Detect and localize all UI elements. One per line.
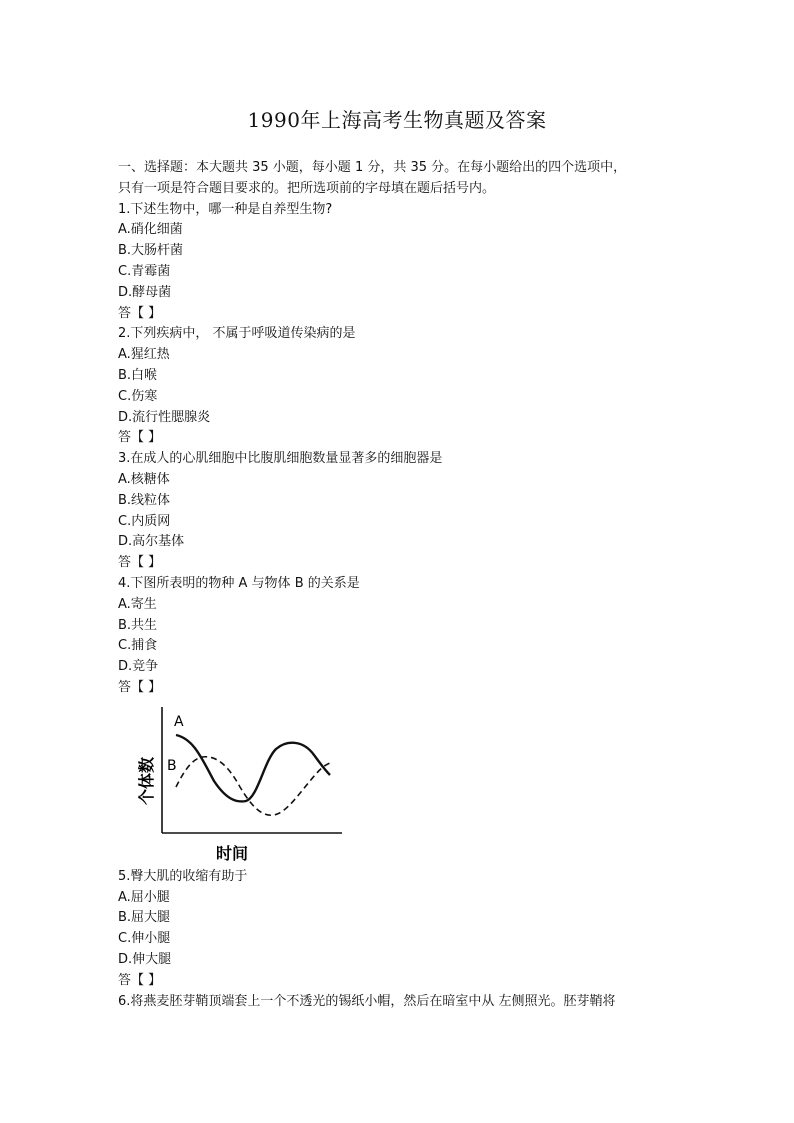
curve-b [176,756,330,815]
option: D.高尔基体 [118,534,185,550]
option: A.寄生 [118,596,157,612]
option: B.大肠杆菌 [118,243,184,259]
option: C.青霉菌 [118,263,171,279]
series-b-label: B [167,757,177,774]
question-stem: 5.臀大肌的收缩有助于 [118,868,248,884]
option: D.酵母菌 [118,284,172,300]
question-stem: 1.下述生物中，哪一种是自养型生物? [118,201,333,217]
option: A.硝化细菌 [118,222,183,238]
document-body [118,158,678,1012]
question-stem: 3.在成人的心肌细胞中比腹肌细胞数量显著多的细胞器是 [118,451,443,467]
option: C.伤寒 [118,388,158,404]
option: D.竞争 [118,659,159,675]
option: C.捕食 [118,638,158,654]
population-figure [118,699,678,867]
population-curve-diagram [136,699,356,867]
option: A.核糖体 [118,471,170,487]
answer-blank: 答【 】 [118,305,162,321]
page-title: 1990年上海高考生物真题及答案 [247,108,547,132]
option: B.白喉 [118,367,158,383]
intro-line: 一、选择题：本大题共 35 小题，每小题 1 分，共 35 分。在每小题给出的四个选项中， [118,160,627,175]
option: B.线粒体 [118,492,171,508]
x-axis-label: 时间 [215,843,249,863]
option: D.流行性腮腺炎 [118,409,211,425]
question-stem: 4.下图所表明的物种 A 与物体 B 的关系是 [118,575,360,591]
option: A.猩红热 [118,347,170,363]
question-stem: 6.将燕麦胚芽鞘顶端套上一个不透光的锡纸小帽，然后在暗室中从 左侧照光。胚芽鞘将 [118,993,616,1009]
answer-blank: 答【 】 [118,430,162,446]
answer-blank: 答【 】 [118,679,162,695]
option: D.伸大腿 [118,951,172,967]
option: B.屈大腿 [118,910,171,926]
curve-a [176,735,330,801]
option: A.屈小腿 [118,889,170,905]
answer-blank: 答【 】 [118,555,162,571]
answer-blank: 答【 】 [118,972,162,988]
option: C.内质网 [118,513,171,529]
option: B.共生 [118,617,158,633]
y-axis-label: 个体数 [137,756,156,805]
series-a-label: A [174,713,184,730]
option: C.伸小腿 [118,931,171,947]
question-stem: 2.下列疾病中， 不属于呼吸道传染病的是 [118,326,356,342]
intro-line: 只有一项是符合题目要求的。把所选项前的字母填在题后括号内。 [118,180,496,196]
